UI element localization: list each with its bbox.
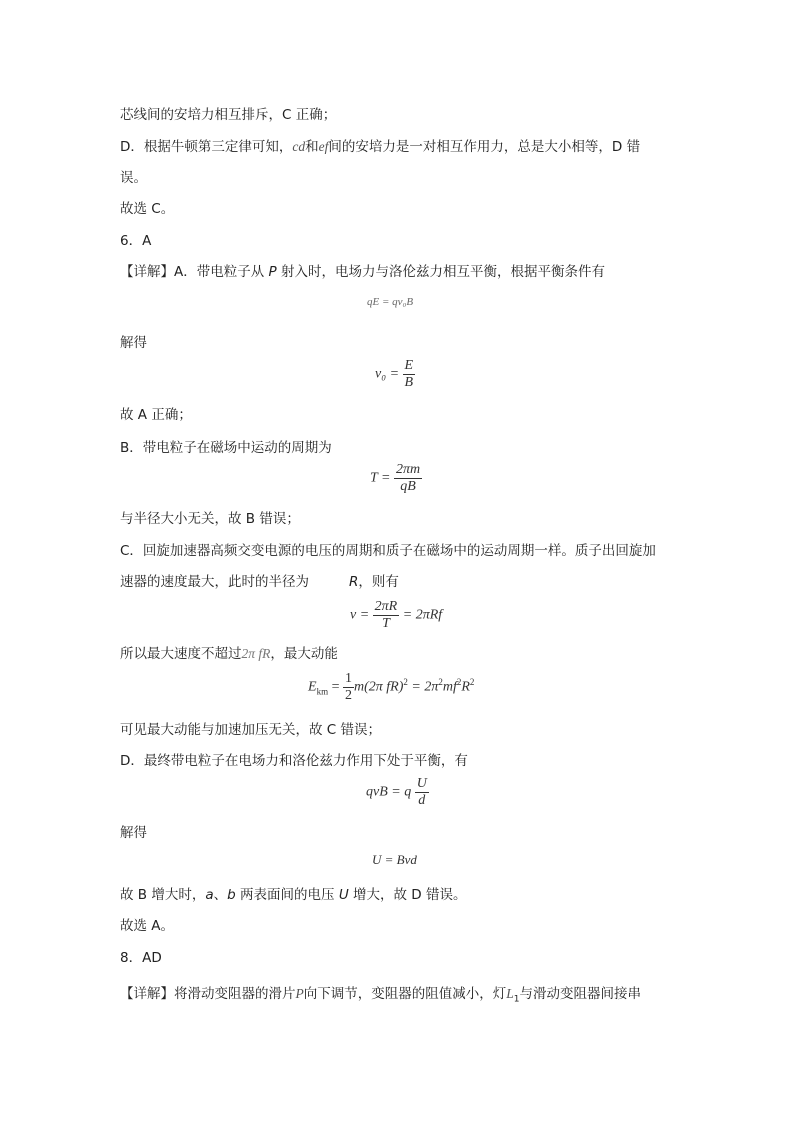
eq4-num: 2πR	[374, 599, 398, 614]
equation-5	[308, 671, 474, 704]
equation-4	[350, 599, 442, 632]
line-17-d: 增大，故 D 错误。	[348, 887, 467, 903]
line-9: B．带电粒子在磁场中运动的周期为	[120, 440, 332, 456]
eq4-rhs: = 2πRf	[402, 607, 443, 623]
equation-2	[375, 358, 415, 391]
var-cd: cd	[292, 139, 306, 154]
eq2-frac	[403, 358, 416, 391]
var-a: a	[205, 887, 214, 903]
line-6-b: 射入时，电场力与洛伦兹力相互平衡，根据平衡条件有	[276, 264, 605, 280]
line-20-a: 【详解】将滑动变阻器的滑片	[120, 986, 296, 1002]
eq5-rhs-sup1: 2	[438, 677, 443, 688]
eq5-sub: km	[316, 686, 329, 697]
eq4-lhs: v =	[350, 607, 370, 623]
var-L1: L	[506, 986, 514, 1001]
line-12-a: 速器的速度最大，此时的半径为	[120, 574, 309, 590]
eq5-frac	[343, 671, 354, 704]
line-12-b: ，则有	[358, 574, 399, 590]
line-2-c: 间的安培力是一对相互作用力，总是大小相等，D 错	[328, 139, 641, 155]
eq5-rhs2: mf	[442, 679, 457, 695]
eq2-num: E	[404, 358, 414, 373]
eq3-frac	[394, 462, 422, 495]
eq6-num: U	[416, 776, 427, 791]
line-17-c: 两表面间的电压	[235, 887, 339, 903]
line-6-a: 【详解】A．带电粒子从	[120, 264, 269, 280]
line-18: 故选 A。	[120, 918, 175, 934]
line-10: 与半径大小无关，故 B 错误；	[120, 511, 300, 527]
line-2	[120, 138, 640, 156]
eq4-frac	[373, 599, 400, 632]
line-17-a: 故 B 增大时，	[120, 887, 206, 903]
line-14: 可见最大动能与加速加压无关，故 C 错误；	[120, 722, 382, 738]
eq6-lhs: qvB = q	[366, 784, 412, 800]
line-20-c: 与滑动变阻器间接串	[519, 986, 641, 1002]
var-b: b	[227, 887, 236, 903]
eq6-frac	[415, 776, 429, 809]
line-1: 芯线间的安培力相互排斥，C 正确；	[120, 107, 337, 123]
equation-6	[366, 776, 429, 809]
eq3-den: qB	[400, 479, 416, 494]
line-6	[120, 263, 605, 281]
line-5: 6．A	[120, 233, 152, 249]
eq3-num: 2πm	[395, 462, 421, 477]
line-2-b: 和	[305, 139, 319, 155]
line-4: 故选 C。	[120, 201, 175, 217]
line-7: 解得	[120, 335, 147, 351]
line-17	[120, 886, 466, 904]
eq5-rhs-sup3: 2	[469, 677, 475, 688]
var-P: P	[268, 264, 277, 280]
eq5-den: 2	[344, 688, 352, 703]
eq5-lhs: E	[308, 679, 317, 695]
equation-1: qE = qv₀B	[367, 296, 414, 308]
eq5-rhs3: R	[461, 679, 470, 695]
line-19: 8．AD	[120, 950, 162, 966]
eq4-den: T	[382, 616, 390, 631]
expr-2pifR: 2π fR	[241, 646, 271, 661]
eq5-rhs: = 2π	[411, 679, 439, 695]
line-17-b: 、	[213, 887, 228, 903]
line-2-a: D．根据牛顿第三定律可知，	[120, 139, 293, 155]
var-P2: P	[295, 986, 304, 1001]
line-3: 误。	[120, 170, 147, 186]
eq5-mid: m(2π fR)	[353, 679, 404, 695]
line-13-a: 所以最大速度不超过	[120, 646, 242, 662]
line-20	[120, 985, 641, 1009]
eq2-den: B	[404, 375, 414, 390]
eq5-rhs-sup2: 2	[456, 677, 462, 688]
var-U: U	[338, 887, 349, 903]
eq2-lhs: v₀ =	[375, 366, 400, 382]
line-13-b: ，最大动能	[270, 646, 338, 662]
line-20-b: 向下调节，变阻器的阻值减小，灯	[303, 986, 507, 1002]
eq3-lhs: T =	[370, 470, 391, 486]
eq6-den: d	[418, 793, 426, 808]
var-L1-sub: 1	[513, 994, 520, 1005]
eq5-sup: 2	[403, 677, 408, 688]
eq5-num: 1	[344, 671, 352, 686]
line-12	[120, 573, 399, 591]
eq5-eq: =	[331, 679, 340, 695]
line-16: 解得	[120, 825, 147, 841]
line-13	[120, 645, 338, 663]
var-R: R	[349, 574, 359, 590]
line-15: D．最终带电粒子在电场力和洛伦兹力作用下处于平衡，有	[120, 753, 468, 769]
line-11: C．回旋加速器高频交变电源的电压的周期和质子在磁场中的运动周期一样。质子出回旋加	[120, 543, 656, 559]
equation-7: U = Bvd	[372, 852, 417, 867]
line-8: 故 A 正确；	[120, 407, 192, 423]
var-ef: ef	[318, 139, 329, 154]
equation-3	[370, 462, 422, 495]
